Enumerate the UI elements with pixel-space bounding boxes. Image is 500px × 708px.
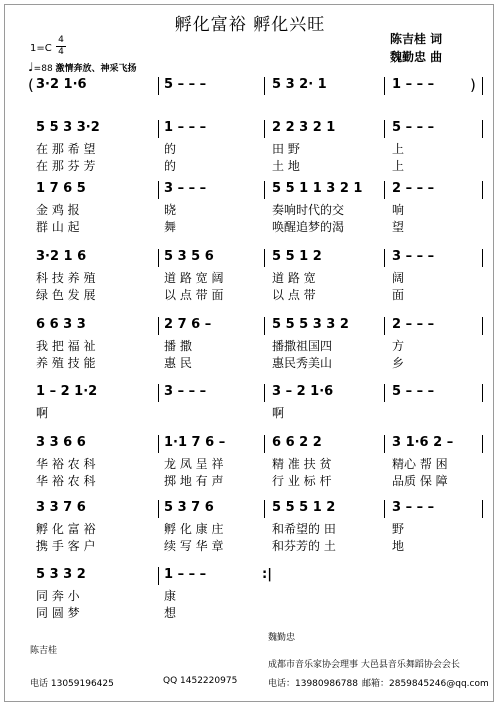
bar-line	[158, 120, 159, 138]
lyric-line: 华 裕 农 科	[36, 457, 96, 471]
lyric-line: 养 殖 技 能	[36, 356, 96, 370]
bar-line	[482, 317, 483, 335]
lyric-line: 和芬芳的 土	[272, 539, 336, 553]
bar-line	[158, 384, 159, 402]
bar-line	[264, 384, 265, 402]
bar-line	[384, 181, 385, 199]
measure-notes: 3 1·6 2 –	[392, 435, 454, 450]
bar-line	[482, 77, 483, 95]
song-title: 孵化富裕 孵化兴旺	[174, 15, 326, 35]
bar-line	[384, 384, 385, 402]
measure-notes: 5 – – –	[392, 120, 435, 135]
meter-bottom: 4	[56, 46, 66, 58]
measure-notes: 3 – – –	[164, 181, 207, 196]
lyric-line: 唤醒追梦的渴	[272, 220, 345, 234]
expression-text: 激情奔放、神采飞扬	[55, 64, 137, 74]
measure-notes: 3 3 6 6	[36, 435, 86, 450]
lyric-line: 晓	[164, 203, 177, 217]
bar-line	[384, 249, 385, 267]
measure-notes: 2 7 6 –	[164, 317, 212, 332]
measure-notes: 1 – 2 1·2	[36, 384, 98, 399]
lyric-line: 望	[392, 220, 405, 234]
measure-notes: 5 3 2· 1	[272, 77, 327, 92]
bar-line	[482, 249, 483, 267]
measure-notes: 1·1 7 6 –	[164, 435, 226, 450]
measure-notes: 5 – – –	[164, 77, 207, 92]
lyric-line: 携 手 客 户	[36, 539, 96, 553]
bar-line	[158, 317, 159, 335]
measure-notes: 3 – 2 1·6	[272, 384, 334, 399]
lyric-line: 在 那 希 望	[36, 142, 96, 156]
measure-notes: 3 – – –	[164, 384, 207, 399]
measure-notes: 5 5 3 3·2	[36, 120, 100, 135]
bar-line	[264, 77, 265, 95]
bar-line	[158, 249, 159, 267]
lyric-line: 上	[392, 142, 405, 156]
bar-line	[384, 500, 385, 518]
key-signature: 1=C	[30, 43, 52, 54]
measure-notes: 5 3 7 6	[164, 500, 214, 515]
time-signature	[56, 35, 66, 58]
bar-line	[264, 500, 265, 518]
lyric-line: 以 点 带 面	[164, 288, 224, 302]
lyric-line: 舞	[164, 220, 177, 234]
lyric-line: 以 点 带	[272, 288, 316, 302]
bar-line	[158, 435, 159, 453]
lyric-line: 群 山 起	[36, 220, 80, 234]
lyric-line: 孵 化 富 裕	[36, 522, 96, 536]
bar-line	[384, 120, 385, 138]
intro-open-paren: (	[28, 76, 34, 94]
footer-lyricist-name: 陈吉桂	[30, 646, 58, 656]
lyric-line: 我 把 福 祉	[36, 339, 96, 353]
lyric-line: 田 野	[272, 142, 300, 156]
lyric-line: 啊	[272, 406, 285, 420]
lyric-line: 想	[164, 606, 177, 620]
lyric-line: 乡	[392, 356, 405, 370]
tempo-marking	[28, 60, 137, 74]
lyric-line: 播撒祖国四	[272, 339, 333, 353]
lyric-line: 啊	[36, 406, 49, 420]
footer-phone-left: 电话 13059196425	[30, 679, 114, 689]
lyric-line: 科 技 养 殖	[36, 271, 96, 285]
lyric-line: 绿 色 发 展	[36, 288, 96, 302]
lyric-line: 野	[392, 522, 405, 536]
lyric-line: 奏响时代的交	[272, 203, 345, 217]
lyric-line: 在 那 芬 芳	[36, 159, 96, 173]
lyric-line: 品质 保 障	[392, 474, 448, 488]
lyric-line: 华 裕 农 科	[36, 474, 96, 488]
footer-email: 邮箱：2859845246@qq.com	[362, 679, 489, 689]
footer-phone-right: 电话：13980986788	[268, 679, 358, 689]
measure-notes: 5 3 3 2	[36, 567, 86, 582]
lyric-line: 方	[392, 339, 405, 353]
measure-notes: 1 – – –	[164, 120, 207, 135]
bar-line	[482, 120, 483, 138]
measure-notes: 2 – – –	[392, 317, 435, 332]
bar-line	[482, 181, 483, 199]
tempo-value: =88	[33, 64, 53, 74]
lyric-line: 孵 化 康 庄	[164, 522, 224, 536]
lyric-line: 精 准 扶 贫	[272, 457, 332, 471]
bar-line	[264, 120, 265, 138]
lyric-line: 地	[392, 539, 405, 553]
lyric-line: 响	[392, 203, 405, 217]
bar-line	[482, 384, 483, 402]
footer-qq: QQ 1452220975	[163, 676, 238, 686]
lyric-line: 上	[392, 159, 405, 173]
meter-top: 4	[58, 35, 64, 45]
bar-line	[384, 317, 385, 335]
lyric-line: 精心 帮 困	[392, 457, 448, 471]
measure-notes: 3 3 7 6	[36, 500, 86, 515]
intro-close-paren: )	[470, 76, 476, 94]
measure-notes: 2 2 3 2 1	[272, 120, 336, 135]
lyric-line: 龙 凤 呈 祥	[164, 457, 224, 471]
measure-notes: 1 7 6 5	[36, 181, 86, 196]
quarter-note-icon: ♩	[28, 60, 34, 74]
lyric-line: 面	[392, 288, 405, 302]
bar-line	[264, 249, 265, 267]
lyric-line: 的	[164, 142, 177, 156]
measure-notes: 3·2 1 6	[36, 249, 87, 264]
lyric-line: 土 地	[272, 159, 300, 173]
bar-line	[482, 500, 483, 518]
lyric-line: 和希望的 田	[272, 522, 336, 536]
lyric-line: 续 写 华 章	[164, 539, 224, 553]
bar-line	[384, 77, 385, 95]
lyric-line: 同 圆 梦	[36, 606, 80, 620]
bar-line	[158, 500, 159, 518]
measure-notes: 3 – – –	[392, 500, 435, 515]
footer-composer-name: 魏勤忠	[268, 633, 296, 643]
measure-notes: 5 – – –	[392, 384, 435, 399]
measure-notes: 2 – – –	[392, 181, 435, 196]
footer-composer-titles: 成都市音乐家协会理事 大邑县音乐舞蹈协会会长	[268, 660, 460, 670]
measure-notes: 5 5 1 2	[272, 249, 322, 264]
bar-line	[482, 435, 483, 453]
measure-notes: 6 6 3 3	[36, 317, 86, 332]
composer-credit: 魏勤忠 曲	[390, 50, 443, 64]
measure-notes: 3·2 1·6	[36, 77, 87, 92]
lyric-line: 的	[164, 159, 177, 173]
measure-notes: 1 – – –	[392, 77, 435, 92]
lyric-line: 惠民秀美山	[272, 356, 333, 370]
lyric-line: 阔	[392, 271, 405, 285]
bar-line	[264, 435, 265, 453]
bar-line	[384, 435, 385, 453]
bar-line	[264, 181, 265, 199]
lyric-line: 道 路 宽	[272, 271, 316, 285]
measure-notes: 5 5 5 1 2	[272, 500, 336, 515]
bar-line	[158, 181, 159, 199]
lyric-line: 掷 地 有 声	[164, 474, 224, 488]
measure-notes: 5 3 5 6	[164, 249, 214, 264]
lyric-line: 金 鸡 报	[36, 203, 80, 217]
lyric-line: 同 奔 小	[36, 589, 80, 603]
lyricist-credit: 陈吉桂 词	[390, 32, 443, 46]
lyric-line: 康	[164, 589, 177, 603]
bar-line	[158, 567, 159, 585]
measure-notes: 6 6 2 2	[272, 435, 322, 450]
lyric-line: 惠 民	[164, 356, 192, 370]
measure-notes: 3 – – –	[392, 249, 435, 264]
bar-line	[264, 317, 265, 335]
measure-notes: 5 5 1 1 3 2 1	[272, 181, 363, 196]
repeat-end-sign: :|	[262, 567, 272, 582]
measure-notes: 1 – – –	[164, 567, 207, 582]
lyric-line: 行 业 标 杆	[272, 474, 332, 488]
lyric-line: 道 路 宽 阔	[164, 271, 224, 285]
lyric-line: 播 撒	[164, 339, 192, 353]
measure-notes: 5 5 5 3 3 2	[272, 317, 349, 332]
bar-line	[158, 77, 159, 95]
